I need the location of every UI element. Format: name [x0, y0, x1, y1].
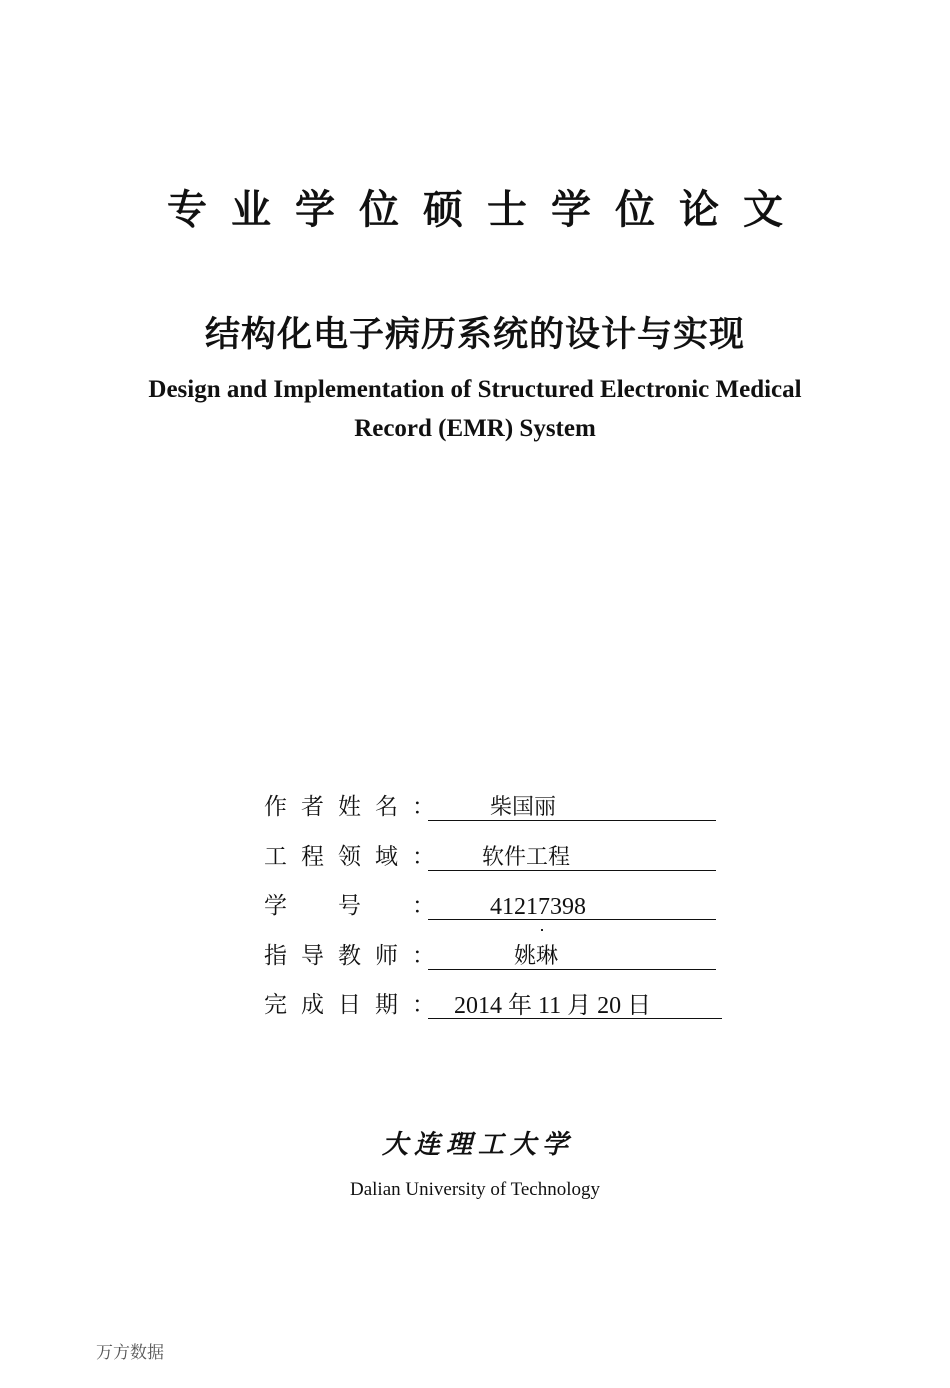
- label-char: 成: [301, 992, 324, 1018]
- info-label-advisor: [264, 938, 424, 974]
- info-row-advisor: [264, 938, 734, 988]
- info-row-completion-date: [264, 987, 734, 1037]
- thesis-title-english: [100, 370, 850, 448]
- label-char: 学: [264, 893, 287, 919]
- info-label-field: [264, 839, 424, 875]
- thesis-title-english-line-2: Record (EMR) System: [354, 415, 596, 442]
- label-char: 号: [338, 893, 361, 919]
- degree-type-heading: 专业学位硕士学位论文: [167, 186, 807, 233]
- thesis-title-english-line-1: Design and Implementation of Structured Electronic Medical: [148, 376, 802, 403]
- info-colon: ：: [412, 794, 435, 820]
- label-char: 作: [264, 794, 287, 820]
- info-value-completion-date: 2014 年 11 月 20 日: [428, 987, 722, 1019]
- label-char: 期: [375, 992, 398, 1018]
- info-row-student-id: [264, 888, 734, 938]
- label-char: 完: [264, 992, 287, 1018]
- info-value-field: 软件工程: [428, 839, 716, 871]
- label-char: 程: [301, 843, 324, 870]
- info-colon: ：: [412, 942, 435, 969]
- info-row-author: [264, 789, 734, 839]
- info-value-student-id: 41217398: [428, 888, 716, 920]
- label-char: 教: [338, 942, 361, 969]
- label-char: 名: [375, 794, 398, 820]
- label-char: 日: [338, 992, 361, 1018]
- label-char: 领: [338, 843, 361, 870]
- info-colon: ：: [412, 893, 435, 919]
- label-char: 者: [301, 794, 324, 820]
- label-char: 工: [264, 843, 287, 870]
- label-char: 指: [264, 942, 287, 969]
- info-row-field: [264, 839, 734, 889]
- label-char: 姓: [338, 794, 361, 820]
- university-name-english: Dalian University of Technology: [349, 1179, 600, 1200]
- info-value-advisor: 姚琳: [428, 938, 716, 970]
- info-colon: ：: [412, 992, 435, 1018]
- info-label-completion-date: [264, 987, 424, 1023]
- thesis-info-block: [264, 789, 734, 1037]
- label-char: 师: [375, 942, 398, 969]
- scan-dot-mark: [541, 929, 543, 931]
- info-label-author: [264, 789, 424, 825]
- info-value-author: 柴国丽: [428, 789, 716, 821]
- label-char: 域: [375, 843, 398, 870]
- watermark-text: 万方数据: [96, 1343, 164, 1363]
- info-label-student-id: [264, 888, 424, 924]
- label-char: 导: [301, 942, 324, 969]
- university-name-chinese: 大连理工大学: [381, 1130, 574, 1160]
- thesis-title-chinese: 结构化电子病历系统的设计与实现: [204, 315, 745, 355]
- info-colon: ：: [412, 843, 435, 870]
